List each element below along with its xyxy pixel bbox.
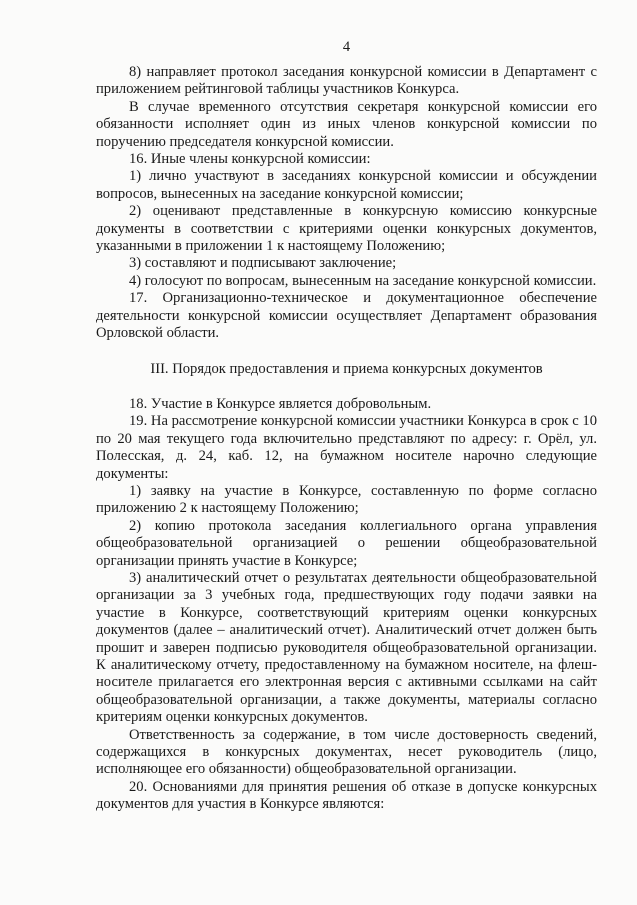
paragraph-16-2: 2) оценивают представленные в конкурсную комиссию конкурсные документы в соответствии с критериями оценки конкурсных документов, указанными в приложении 1 к настоящему Положению; (96, 203, 597, 255)
paragraph-18: 18. Участие в Конкурсе является добровольным. (129, 395, 432, 412)
paragraph-16-1: 1) лично участвуют в заседаниях конкурсной комиссии и обсуждении вопросов, вынесенных на заседание конкурсной комиссии; (96, 168, 597, 202)
paragraph-16-4: 4) голосуют по вопросам, вынесенным на заседание конкурсной комиссии. (129, 272, 597, 289)
paragraph-responsibility: Ответственность за содержание, в том числе достоверность сведений, содержащихся в конкурсных документах, несет руководитель (лицо, исполняющее его обязанности) общеобразовательной организации. (96, 726, 597, 778)
paragraph-19-1: 1) заявку на участие в Конкурсе, составленную по форме согласно приложению 2 к настоящему Положению; (96, 482, 597, 517)
paragraph-17: 17. Организационно-техническое и документационное обеспечение деятельности конкурсной комиссии осуществляет Департамент образования Орловской области. (96, 290, 597, 342)
paragraph-16: 16. Иные члены конкурсной комиссии: (129, 151, 371, 168)
section-heading: III. Порядок предоставления и приема конкурсных документов (150, 360, 543, 377)
paragraph-19-3: 3) аналитический отчет о результатах деятельности общеобразовательной организации за 3 учебных года, предшествующих году подачи заявки на участие в Конкурсе, соответствующий критериям оценки конкурсных документов (далее – аналитический отчет). Аналитический отчет должен быть прошит и заверен подписью руководителя общеобразовательной организации. К аналитическому отчету, предоставленному на бумажном носителе, на флеш-носителе прилагается его электронная версия с активными ссылками на сайт общеобразовательной организации, а также документы, материалы согласно критериям оценки конкурсных документов. (96, 569, 597, 726)
paragraph-19-2: 2) копию протокола заседания коллегиального органа управления общеобразовательной организацией о решении общеобразовательной организации принять участие в Конкурсе; (96, 517, 597, 569)
page-number: 4 (342, 39, 351, 55)
paragraph-16-3: 3) составляют и подписывают заключение; (129, 255, 397, 272)
paragraph-19: 19. На рассмотрение конкурсной комиссии участники Конкурса в срок с 10 по 20 мая текущего года включительно представляют по адресу: г. Орёл, ул. Полесская, д. 24, каб. 12, на бумажном носителе нарочно следующие документы: (96, 413, 597, 482)
paragraph-20: 20. Основаниями для принятия решения об отказе в допуске конкурсных документов для участия в Конкурсе являются: (96, 778, 597, 813)
paragraph-15-8: 8) направляет протокол заседания конкурсной комиссии в Департамент с приложением рейтинговой таблицы участников Конкурса. (96, 64, 597, 98)
paragraph-secretary-absence: В случае временного отсутствия секретаря конкурсной комиссии его обязанности исполняет один из иных членов конкурсной комиссии по поручению председателя конкурсной комиссии. (96, 98, 597, 150)
